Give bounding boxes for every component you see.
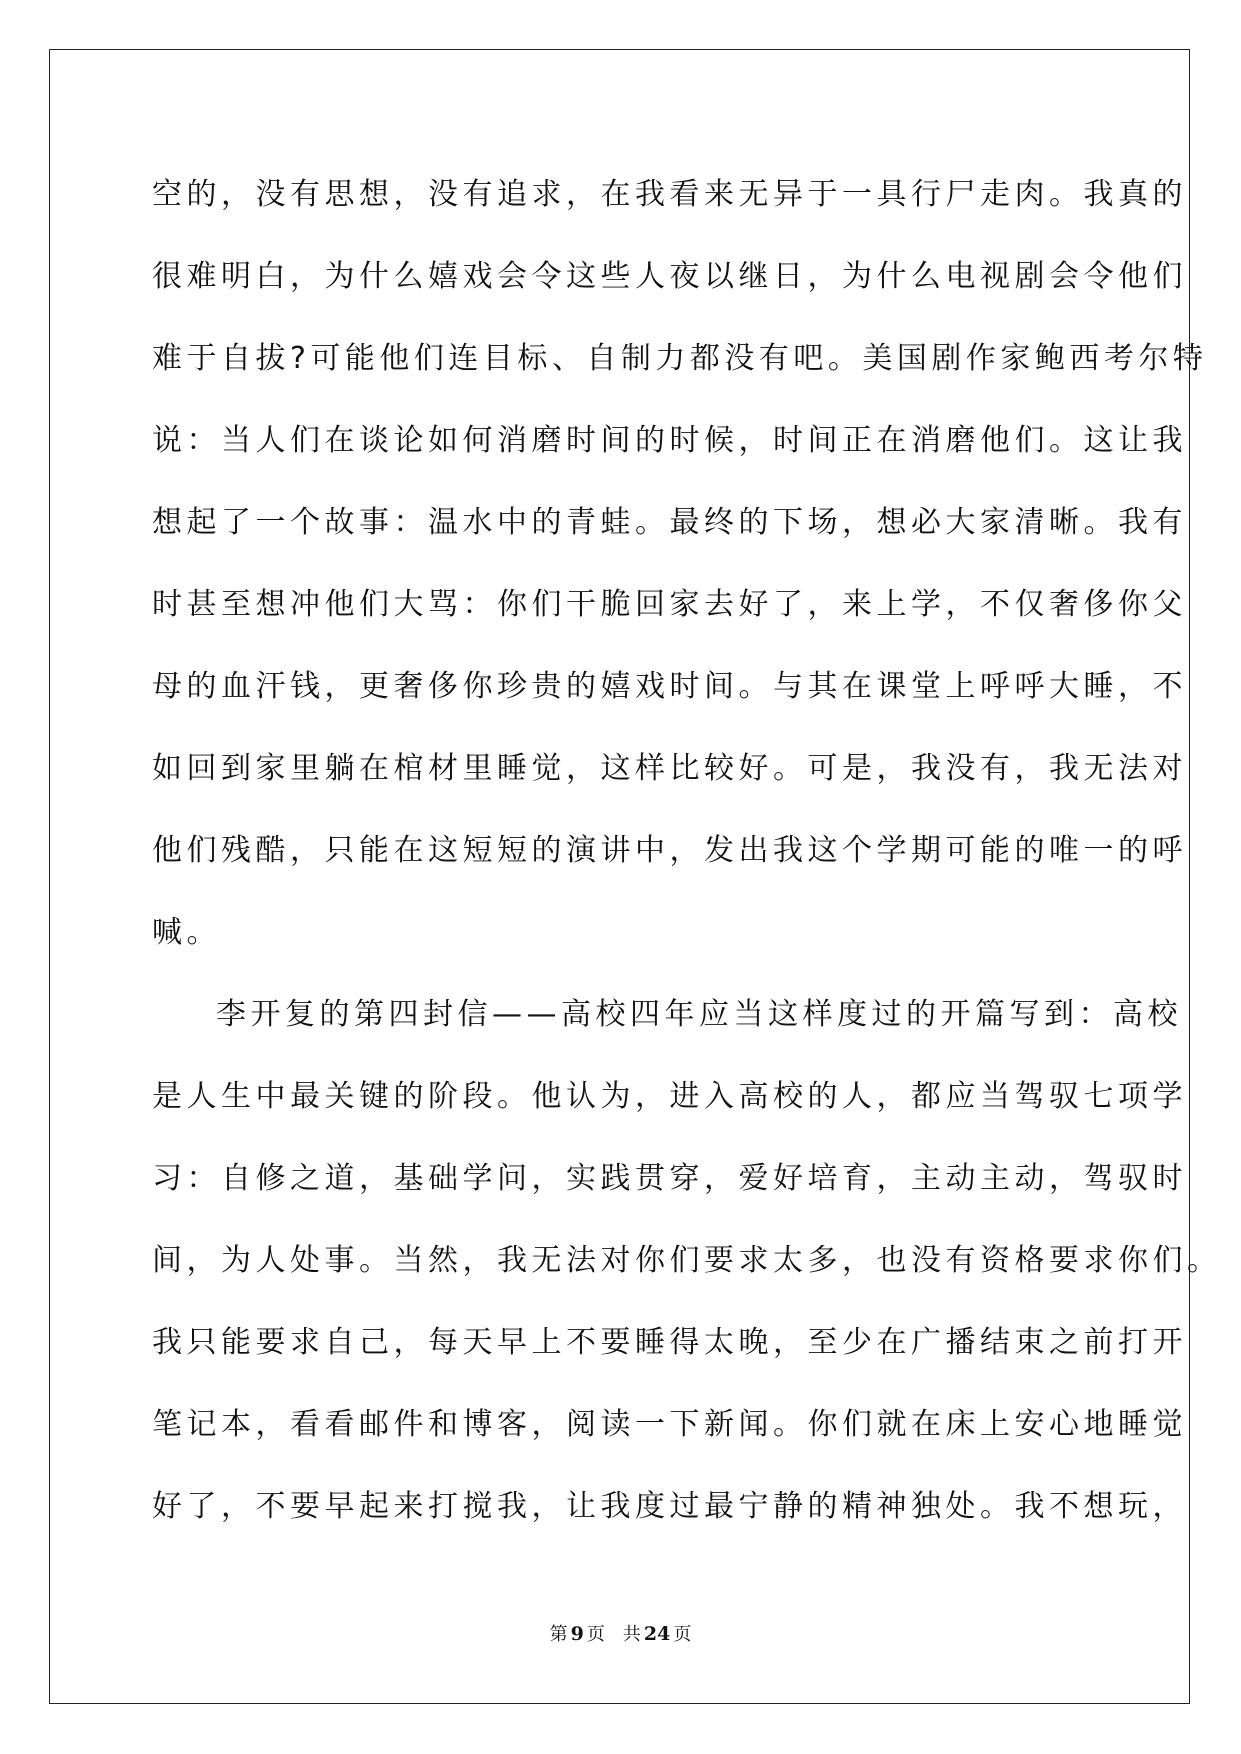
text-line: 如回到家里躺在棺材里睡觉，这样比较好。可是，我没有，我无法对 xyxy=(152,751,1187,786)
text-line: 想起了一个故事：温水中的青蛙。最终的下场，想必大家清晰。我有 xyxy=(152,505,1187,540)
text-line: 母的血汗钱，更奢侈你珍贵的嬉戏时间。与其在课堂上呼呼大睡，不 xyxy=(152,669,1187,704)
total-suffix: 页 xyxy=(673,1624,692,1645)
text-line: 好了，不要早起来打搅我，让我度过最宁静的精神独处。我不想玩， xyxy=(152,1489,1187,1524)
text-line: 很难明白，为什么嬉戏会令这些人夜以继日，为什么电视剧会令他们 xyxy=(152,259,1187,294)
text-line: 我只能要求自己，每天早上不要睡得太晚，至少在广播结束之前打开 xyxy=(152,1325,1187,1360)
paragraph-first-line: 李开复的第四封信——高校四年应当这样度过的开篇写到：高校 xyxy=(216,997,1182,1032)
text-line: 难于自拔?可能他们连目标、自制力都没有吧。美国剧作家鲍西考尔特 xyxy=(152,341,1208,376)
text-line: 间，为人处事。当然，我无法对你们要求太多，也没有资格要求你们。 xyxy=(152,1243,1222,1278)
page-number: 9 xyxy=(570,1623,584,1645)
page-footer xyxy=(0,1620,1241,1646)
text-line: 笔记本，看看邮件和博客，阅读一下新闻。你们就在床上安心地睡觉 xyxy=(152,1407,1187,1442)
page-prefix: 第 xyxy=(549,1624,568,1645)
text-line: 喊。 xyxy=(152,915,221,950)
total-prefix: 共 xyxy=(622,1624,641,1645)
text-line: 空的，没有思想，没有追求，在我看来无异于一具行尸走肉。我真的 xyxy=(152,177,1187,212)
text-line: 他们残酷，只能在这短短的演讲中，发出我这个学期可能的唯一的呼 xyxy=(152,833,1187,868)
total-pages: 24 xyxy=(643,1623,671,1645)
text-line: 说：当人们在谈论如何消磨时间的时候，时间正在消磨他们。这让我 xyxy=(152,423,1187,458)
page-suffix: 页 xyxy=(586,1624,605,1645)
text-line: 时甚至想冲他们大骂：你们干脆回家去好了，来上学，不仅奢侈你父 xyxy=(152,587,1187,622)
text-line: 习：自修之道，基础学问，实践贯穿，爱好培育，主动主动，驾驭时 xyxy=(152,1161,1187,1196)
text-line: 是人生中最关键的阶段。他认为，进入高校的人，都应当驾驭七项学 xyxy=(152,1079,1187,1114)
document-body xyxy=(152,158,1222,1552)
